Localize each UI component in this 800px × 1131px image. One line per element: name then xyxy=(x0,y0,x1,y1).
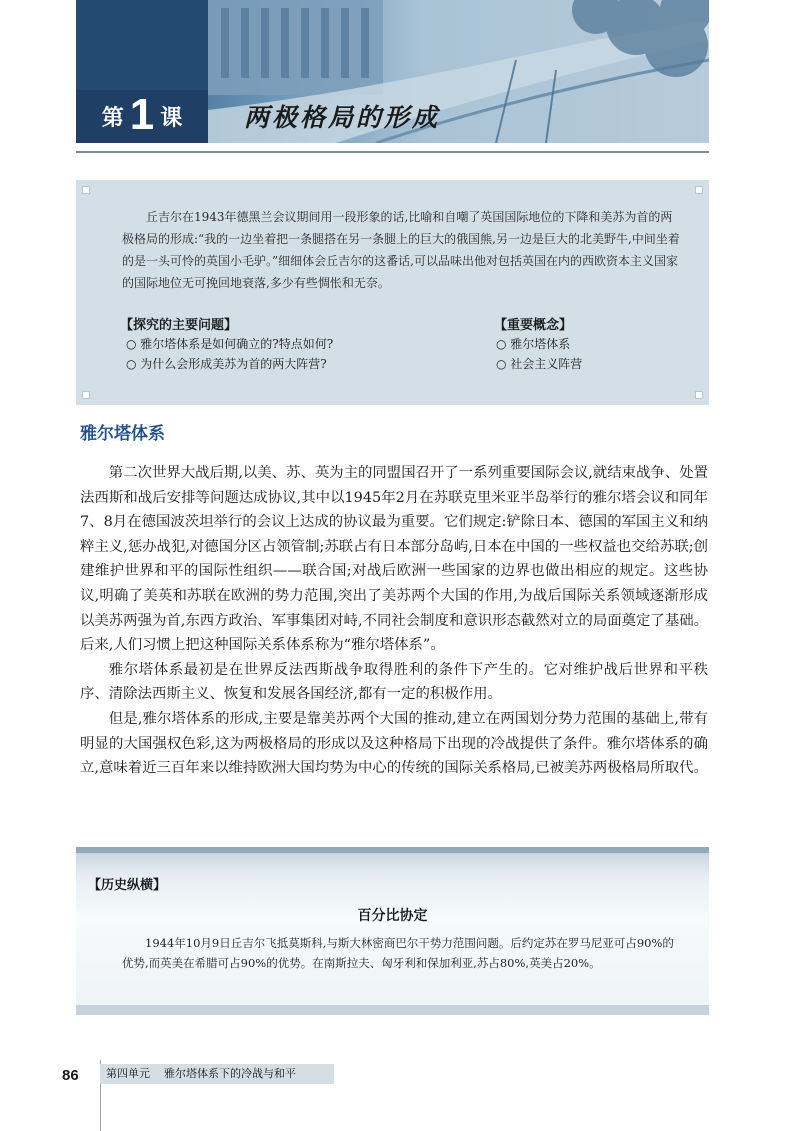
lesson-number: 1 xyxy=(129,89,155,139)
lesson-suffix: 课 xyxy=(160,106,183,131)
header-divider xyxy=(76,151,709,153)
concepts-heading: 【重要概念】 xyxy=(494,318,573,333)
lesson-prefix: 第 xyxy=(101,106,124,131)
corner-mark xyxy=(695,391,703,399)
footer-unit: 第四单元 xyxy=(106,1067,150,1080)
concept-item: ○ 雅尔塔体系 xyxy=(496,334,582,354)
body-paragraph: 雅尔塔体系最初是在世界反法西斯战争取得胜利的条件下产生的。它对维护战后世界和平秩序、清除法西斯主义、恢复和发展各国经济,都有一定的积极作用。 xyxy=(80,661,708,703)
lesson-number-badge xyxy=(76,90,208,143)
footer-bar xyxy=(100,1064,334,1084)
section-body xyxy=(80,461,708,781)
corner-mark xyxy=(695,186,703,194)
questions-list xyxy=(126,334,333,374)
page-number: 86 xyxy=(62,1067,79,1084)
questions-heading: 【探究的主要问题】 xyxy=(120,318,238,333)
lesson-title: 两极格局的形成 xyxy=(244,103,441,132)
question-item: ○ 雅尔塔体系是如何确立的?特点如何? xyxy=(126,334,333,354)
concept-item: ○ 社会主义阵营 xyxy=(496,354,582,374)
footer-unit-title: 雅尔塔体系下的冷战与和平 xyxy=(164,1067,296,1080)
history-sidebar xyxy=(76,847,709,1015)
corner-mark xyxy=(82,391,90,399)
sidebar-label: 【历史纵横】 xyxy=(88,878,167,893)
intro-box xyxy=(76,180,709,405)
sidebar-title: 百分比协定 xyxy=(357,908,428,924)
concepts-list xyxy=(496,334,582,374)
sidebar-text: 1944年10月9日丘吉尔飞抵莫斯科,与斯大林密商巴尔干势力范围问题。后约定苏在罗马尼亚可占90%的优势,而英美在希腊可占90%的优势。在南斯拉夫、匈牙利和保加利亚,苏占80%,英美占20%。 xyxy=(122,936,674,970)
question-item: ○ 为什么会形成美苏为首的两大阵营? xyxy=(126,354,333,374)
body-paragraph: 第二次世界大战后期,以美、苏、英为主的同盟国召开了一系列重要国际会议,就结束战争、处置法西斯和战后安排等问题达成协议,其中以1945年2月在苏联克里米亚半岛举行的雅尔塔会议和同年7、8月在德国波茨坦举行的会议上达成的协议最为重要。它们规定:铲除日本、德国的军国主义和纳粹主义,惩办战犯,对德国分区占领管制;苏联占有日本部分岛屿,日本在中国的一些权益也交给苏联;创建维护世界和平的国际性组织——联合国;对战后欧洲一些国家的边界也做出相应的规定。这些协议,明确了美英和苏联在欧洲的势力范围,突出了美苏两个大国的作用,为战后国际关系领域逐渐形成以美苏两强为首,东西方政治、军事集团对峙,不同社会制度和意识形态截然对立的局面奠定了基础。后来,人们习惯上把这种国际关系体系称为“雅尔塔体系”。 xyxy=(80,465,708,654)
corner-mark xyxy=(82,186,90,194)
section-title: 雅尔塔体系 xyxy=(80,424,165,444)
body-paragraph: 但是,雅尔塔体系的形成,主要是靠美苏两个大国的推动,建立在两国划分势力范围的基础上,带有明显的大国强权色彩,这为两极格局的形成以及这种格局下出现的冷战提供了条件。雅尔塔体系的确立,意味着近三百年来以维持欧洲大国均势为中心的传统的国际关系格局,已被美苏两极格局所取代。 xyxy=(80,710,708,777)
intro-paragraph: 丘吉尔在1943年德黑兰会议期间用一段形象的话,比喻和自嘲了英国国际地位的下降和美苏为首的两极格局的形成:“我的一边坐着把一条腿搭在另一条腿上的巨大的俄国熊,另一边是巨大的北美野牛,中间坐着的是一头可怜的英国小毛驴。”细细体会丘吉尔的这番话,可以品味出他对包括英国在内的西欧资本主义国家的国际地位无可挽回地衰落,多少有些惆怅和无奈。 xyxy=(122,210,680,290)
